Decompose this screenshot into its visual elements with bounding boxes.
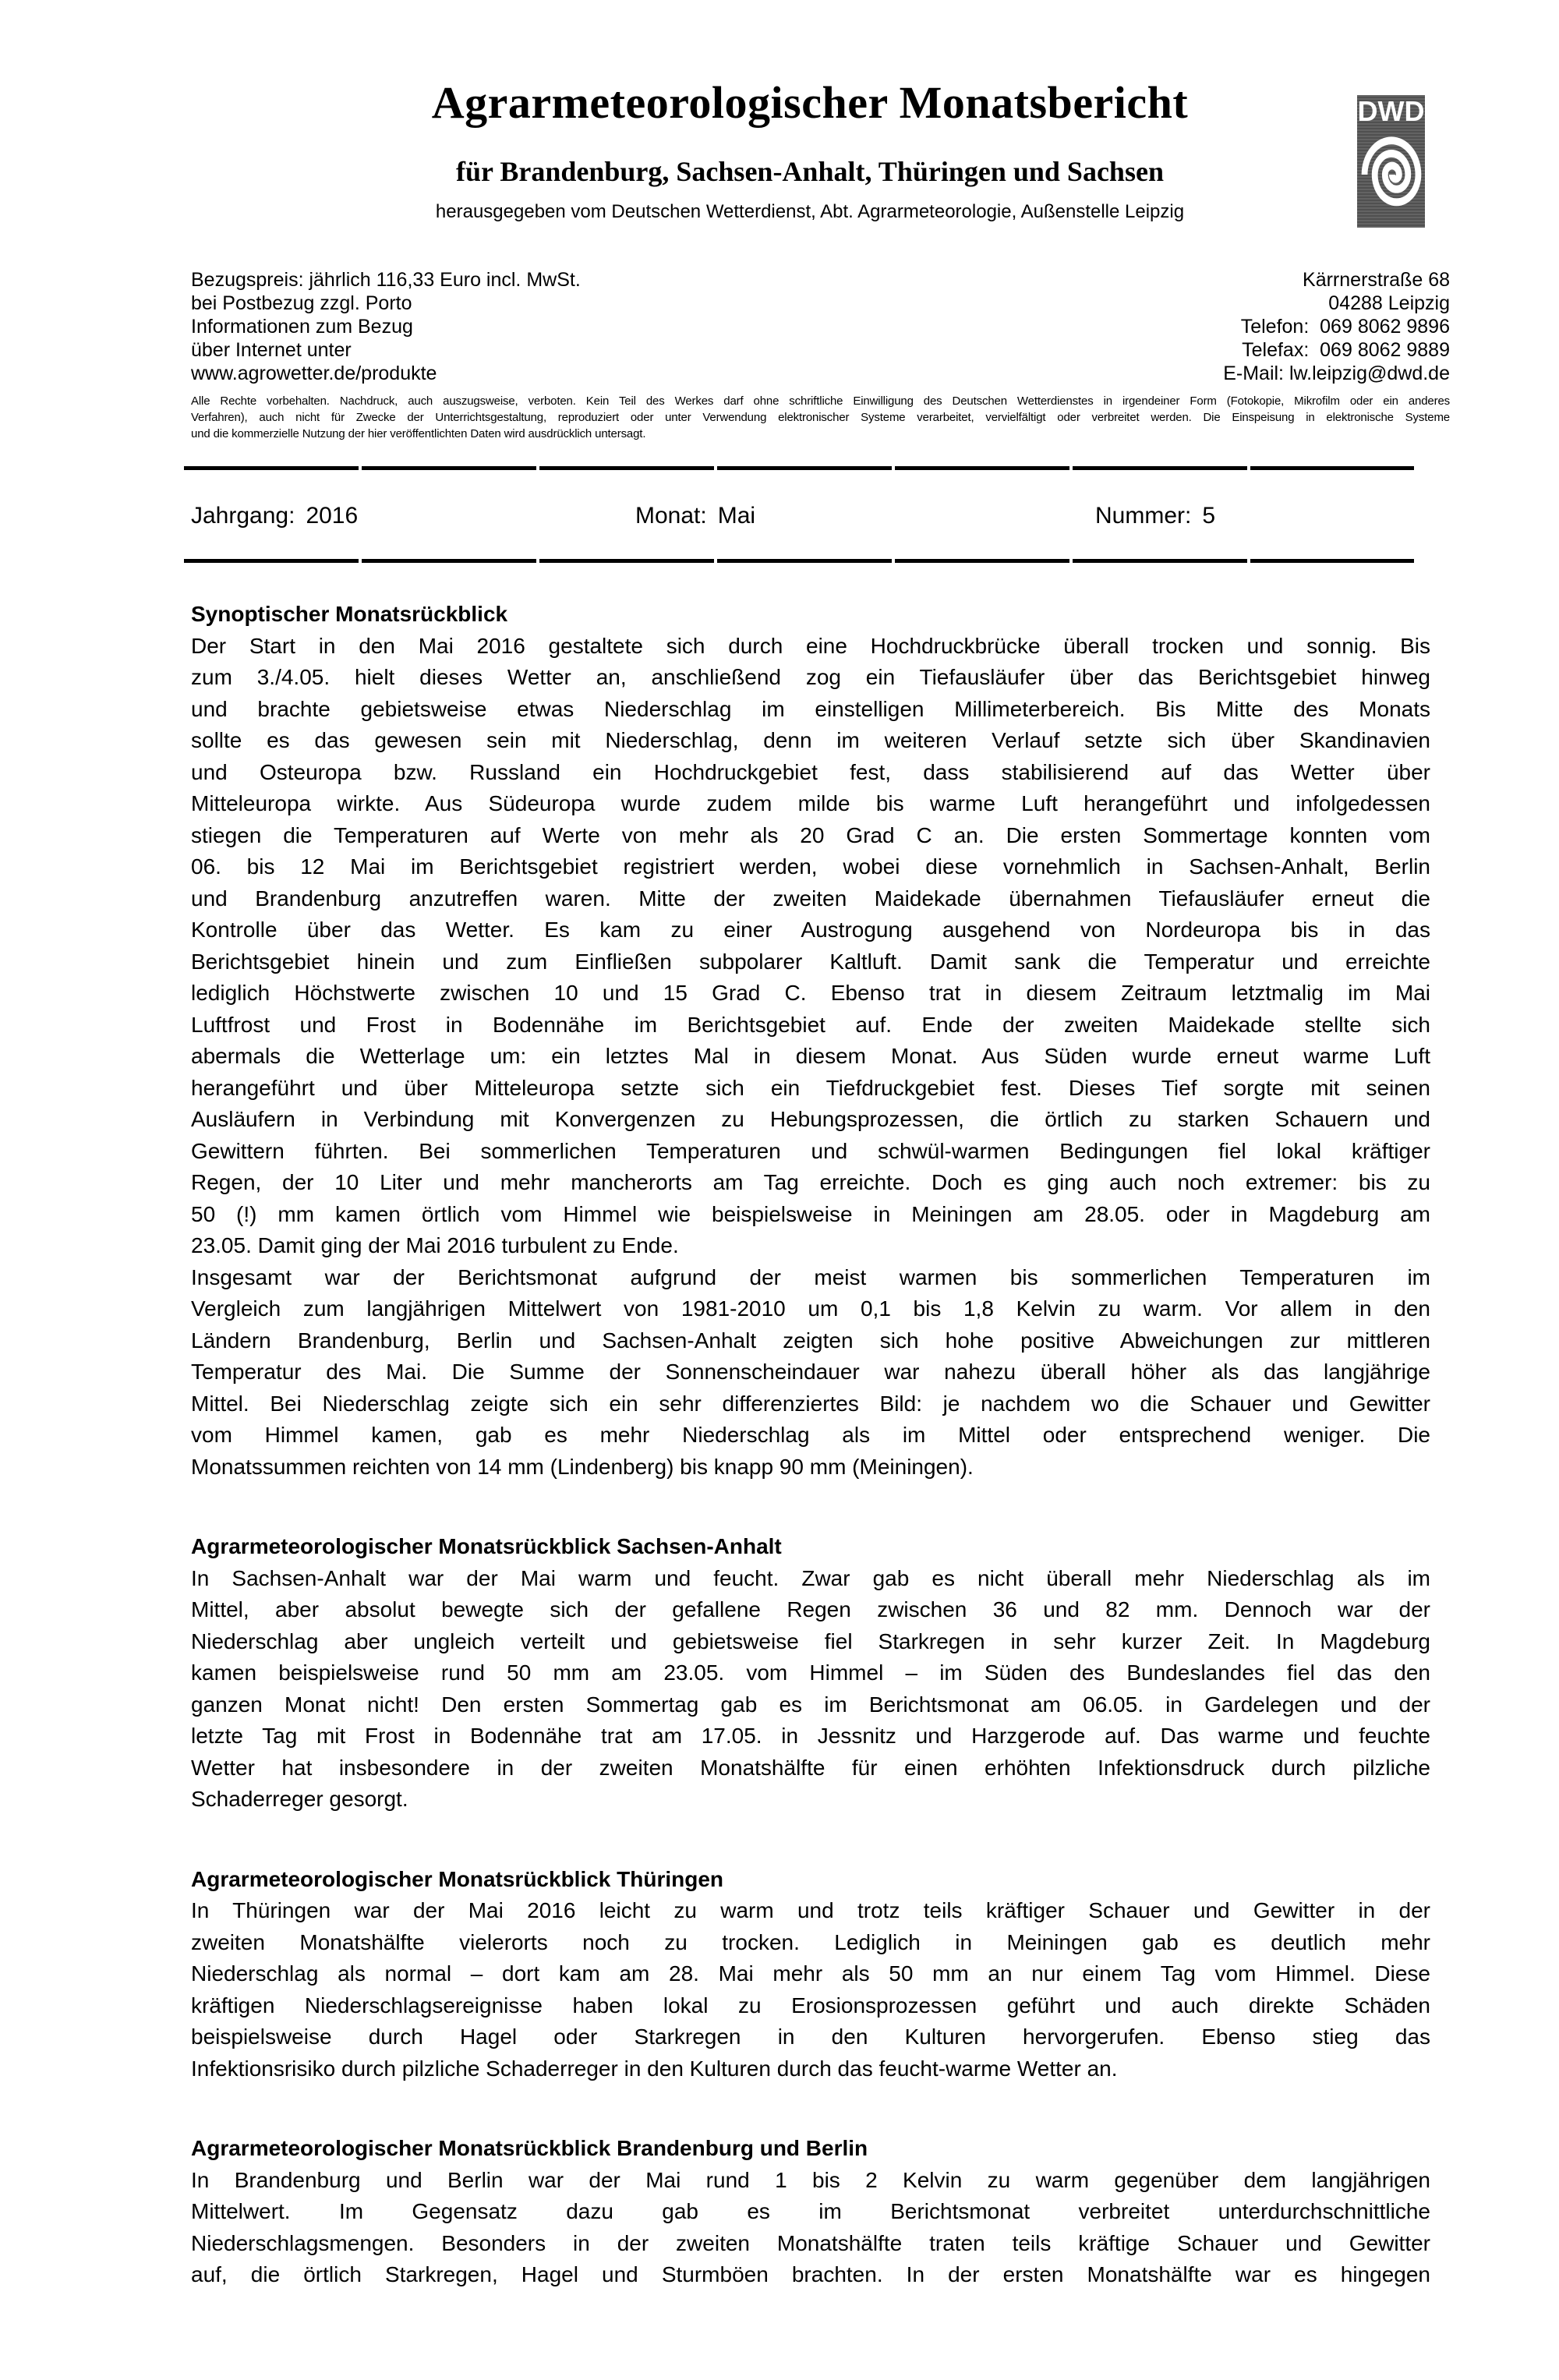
spiral-icon — [1359, 134, 1423, 215]
page-title: Agrarmeteorologischer Monatsbericht — [431, 77, 1189, 128]
copyright-line: und die kommerzielle Nutzung der hier veröffentlichten Daten wird ausdrücklich untersagt. — [191, 427, 646, 441]
masthead-line: www.agrowetter.de/produkte — [191, 362, 437, 385]
body-line: Temperatur des Mai. Die Summe der Sonnenscheindauer war nahezu überall höher als das langjährige — [191, 1360, 1430, 1385]
body-paragraph — [191, 1262, 1430, 1484]
masthead — [191, 268, 1450, 385]
body-line: stiegen die Temperaturen auf Werte von mehr als 20 Grad C an. Die ersten Sommertage konnten vom — [191, 822, 1430, 847]
body-line: Luftfrost und Frost in Bodennähe im Berichtsgebiet auf. Ende der zweiten Maidekade stellte sich — [191, 1012, 1430, 1037]
body-line: und Brandenburg anzutreffen waren. Mitte der zweiten Maidekade übernahmen Tiefausläufer erneut die — [191, 886, 1430, 911]
body-line: Monatssummen reichten von 14 mm (Lindenberg) bis knapp 90 mm (Meiningen). — [191, 1454, 974, 1479]
body-line: vom Himmel kamen, gab es mehr Niederschlag als im Mittel oder entsprechend weniger. Die — [191, 1423, 1430, 1448]
body-line: In Brandenburg und Berlin war der Mai rund 1 bis 2 Kelvin zu warm gegenüber dem langjährigen — [191, 2167, 1430, 2192]
body-line: Insgesamt war der Berichtsmonat aufgrund der meist warmen bis sommerlichen Temperaturen im — [191, 1264, 1430, 1289]
jahrgang-label: Jahrgang: — [191, 503, 295, 529]
body-line: Mitteleuropa wirkte. Aus Südeuropa wurde zudem milde bis warme Luft herangeführt und infolgedessen — [191, 791, 1430, 816]
body-line: abermals die Wetterlage um: ein letztes Mal in diesem Monat. Aus Süden wurde erneut warme Luft — [191, 1044, 1430, 1069]
body-line: letzte Tag mit Frost in Bodennähe trat am 17.05. in Jessnitz und Harzgerode auf. Das warme und feuchte — [191, 1724, 1430, 1749]
masthead-line: Kärrnerstraße 68 — [1303, 269, 1450, 292]
issue-row — [191, 501, 1559, 531]
body-line: Mittel. Bei Niederschlag zeigte sich ein sehr differenziertes Bild: je nachdem wo die Schauer und Gewitter — [191, 1391, 1430, 1416]
monat-value: Mai — [717, 503, 756, 529]
body-line: herangeführt und über Mitteleuropa setzte sich ein Tiefdruckgebiet fest. Dieses Tief sorgte mit seinen — [191, 1075, 1430, 1100]
body-line: Infektionsrisiko durch pilzliche Schaderreger in den Kulturen durch das feucht-warme Wetter an. — [191, 2056, 1118, 2081]
body-line: In Thüringen war der Mai 2016 leicht zu warm und trotz teils kräftiger Schauer und Gewitter in der — [191, 1898, 1430, 1923]
issue-monat — [635, 501, 755, 531]
document-header — [0, 0, 1559, 223]
masthead-right — [1223, 268, 1450, 385]
body-paragraph — [191, 2165, 1430, 2291]
body-line: Mittelwert. Im Gegensatz dazu gab es im Berichtsmonat verbreitet unterdurchschnittliche — [191, 2199, 1430, 2224]
page-subtitle: für Brandenburg, Sachsen-Anhalt, Thüringen und Sachsen — [456, 155, 1164, 187]
copyright-line: Alle Rechte vorbehalten. Nachdruck, auch auszugsweise, verboten. Kein Teil des Werkes darf ohne schriftliche Einwilligung des Deutschen Wetterdienstes in irgendeiner Form (Fotokopie, Mikrofilm oder ein anderes — [191, 394, 1450, 408]
report-body — [191, 599, 1430, 2291]
body-line: Niederschlagsmengen. Besonders in der zweiten Monatshälfte traten teils kräftige Schauer und Gewitter — [191, 2230, 1430, 2255]
body-line: Niederschlag aber ungleich verteilt und gebietsweise fiel Starkregen in sehr kurzer Zeit. In Magdeburg — [191, 1629, 1430, 1653]
nummer-value: 5 — [1202, 503, 1216, 529]
masthead-line: Bezugspreis: jährlich 116,33 Euro incl. MwSt. — [191, 269, 581, 292]
body-line: 23.05. Damit ging der Mai 2016 turbulent zu Ende. — [191, 1233, 679, 1258]
masthead-line: über Internet unter — [191, 339, 352, 362]
body-line: Ländern Brandenburg, Berlin und Sachsen-Anhalt zeigten sich hohe positive Abweichungen zur mittleren — [191, 1328, 1430, 1353]
body-line: Mittel, aber absolut bewegte sich der gefallene Regen zwischen 36 und 82 mm. Dennoch war der — [191, 1597, 1430, 1622]
body-line: Ausläufern in Verbindung mit Konvergenzen zu Hebungsprozessen, die örtlich zu starken Schauern und — [191, 1107, 1430, 1132]
masthead-line: bei Postbezug zzgl. Porto — [191, 292, 412, 315]
body-line: Niederschlag als normal – dort kam am 28. Mai mehr als 50 mm an nur einem Tag vom Himmel. Diese — [191, 1961, 1430, 1986]
body-line: Wetter hat insbesondere in der zweiten Monatshälfte für einen erhöhten Infektionsdruck durch pilzliche — [191, 1755, 1430, 1780]
body-line: Schaderreger gesorgt. — [191, 1787, 408, 1812]
body-line: Der Start in den Mai 2016 gestaltete sich durch eine Hochdruckbrücke überall trocken und sonnig. Bis — [191, 633, 1430, 658]
body-paragraph — [191, 1563, 1430, 1816]
section-heading: Agrarmeteorologischer Monatsrückblick Sachsen-Anhalt — [191, 1534, 782, 1559]
body-line: zum 3./4.05. hielt dieses Wetter an, anschließend zog ein Tiefausläufer über das Berichtsgebiet hinweg — [191, 665, 1430, 690]
body-line: Gewittern führten. Bei sommerlichen Temperaturen und schwül-warmen Bedingungen fiel lokal kräftiger — [191, 1138, 1430, 1163]
monat-label: Monat: — [635, 503, 707, 529]
divider-rule-top — [184, 466, 1414, 470]
body-line: In Sachsen-Anhalt war der Mai warm und feucht. Zwar gab es nicht überall mehr Niederschlag als im — [191, 1565, 1430, 1590]
body-line: Berichtsgebiet hinein und zum Einfließen subpolarer Kaltluft. Damit sank die Temperatur und erreichte — [191, 949, 1430, 974]
issue-jahrgang — [191, 501, 358, 531]
copyright-notice — [191, 393, 1450, 442]
masthead-line: E-Mail: lw.leipzig@dwd.de — [1223, 362, 1450, 385]
body-line: zweiten Monatshälfte vielerorts noch zu trocken. Lediglich in Meiningen gab es deutlich mehr — [191, 1929, 1430, 1954]
body-line: auf, die örtlich Starkregen, Hagel und Sturmböen brachten. In der ersten Monatshälfte war es hingegen — [191, 2262, 1430, 2287]
body-line: sollte es das gewesen sein mit Niederschlag, denn im weiteren Verlauf setzte sich über Skandinavien — [191, 728, 1430, 753]
jahrgang-value: 2016 — [306, 503, 359, 529]
body-line: Kontrolle über das Wetter. Es kam zu einer Austrogung ausgehend von Nordeuropa bis in das — [191, 918, 1430, 942]
issue-nummer — [1095, 501, 1215, 531]
body-line: und Osteuropa bzw. Russland ein Hochdruckgebiet fest, dass stabilisierend auf das Wetter über — [191, 759, 1430, 784]
section-heading: Synoptischer Monatsrückblick — [191, 602, 508, 627]
dwd-logo — [1357, 95, 1425, 228]
divider-rule-bottom — [184, 559, 1414, 563]
body-line: lediglich Höchstwerte zwischen 10 und 15 Grad C. Ebenso trat in diesem Zeitraum letztmalig im Mai — [191, 981, 1430, 1006]
dwd-logo-text: DWD — [1357, 95, 1425, 127]
body-line: 50 (!) mm kamen örtlich vom Himmel wie beispielsweise in Meiningen am 28.05. oder in Magdeburg am — [191, 1201, 1430, 1226]
masthead-line: Telefon: 069 8062 9896 — [1240, 316, 1450, 338]
masthead-line: Telefax: 069 8062 9889 — [1242, 339, 1450, 362]
nummer-label: Nummer: — [1095, 503, 1192, 529]
copyright-line: Verfahren), auch nicht für Zwecke der Unterrichtsgestaltung, reproduziert oder unter Verwendung elektronischer Systeme verarbeitet, vervielfältigt oder verbreitet werden. Die Einspeisung in elektronische Systeme — [191, 411, 1450, 425]
publisher-line: herausgegeben vom Deutschen Wetterdienst, Abt. Agrarmeteorologie, Außenstelle Leipzig — [435, 200, 1185, 222]
body-line: 06. bis 12 Mai im Berichtsgebiet registriert werden, wobei diese vornehmlich in Sachsen-Anhalt, Berlin — [191, 854, 1430, 879]
body-paragraph — [191, 1895, 1430, 2085]
body-line: kräftigen Niederschlagsereignisse haben lokal zu Erosionsprozessen geführt und auch direkte Schäden — [191, 1993, 1430, 2018]
body-paragraph — [191, 631, 1430, 1262]
section-heading: Agrarmeteorologischer Monatsrückblick Brandenburg und Berlin — [191, 2136, 868, 2161]
body-line: und brachte gebietsweise etwas Niederschlag im einstelligen Millimeterbereich. Bis Mitte des Monats — [191, 696, 1430, 721]
body-line: ganzen Monat nicht! Den ersten Sommertag gab es im Berichtsmonat am 06.05. in Gardelegen und der — [191, 1692, 1430, 1717]
masthead-left — [191, 268, 581, 385]
body-line: beispielsweise durch Hagel oder Starkregen in den Kulturen hervorgerufen. Ebenso stieg das — [191, 2025, 1430, 2049]
body-line: kamen beispielsweise rund 50 mm am 23.05. vom Himmel – im Süden des Bundeslandes fiel das den — [191, 1660, 1430, 1685]
body-line: Regen, der 10 Liter und mehr mancherorts am Tag erreichte. Doch es ging auch noch extremer: bis zu — [191, 1170, 1430, 1195]
masthead-line: 04288 Leipzig — [1328, 292, 1450, 315]
masthead-line: Informationen zum Bezug — [191, 316, 413, 338]
section-heading: Agrarmeteorologischer Monatsrückblick Thüringen — [191, 1866, 724, 1891]
body-line: Vergleich zum langjährigen Mittelwert von 1981-2010 um 0,1 bis 1,8 Kelvin zu warm. Vor allem in den — [191, 1296, 1430, 1321]
